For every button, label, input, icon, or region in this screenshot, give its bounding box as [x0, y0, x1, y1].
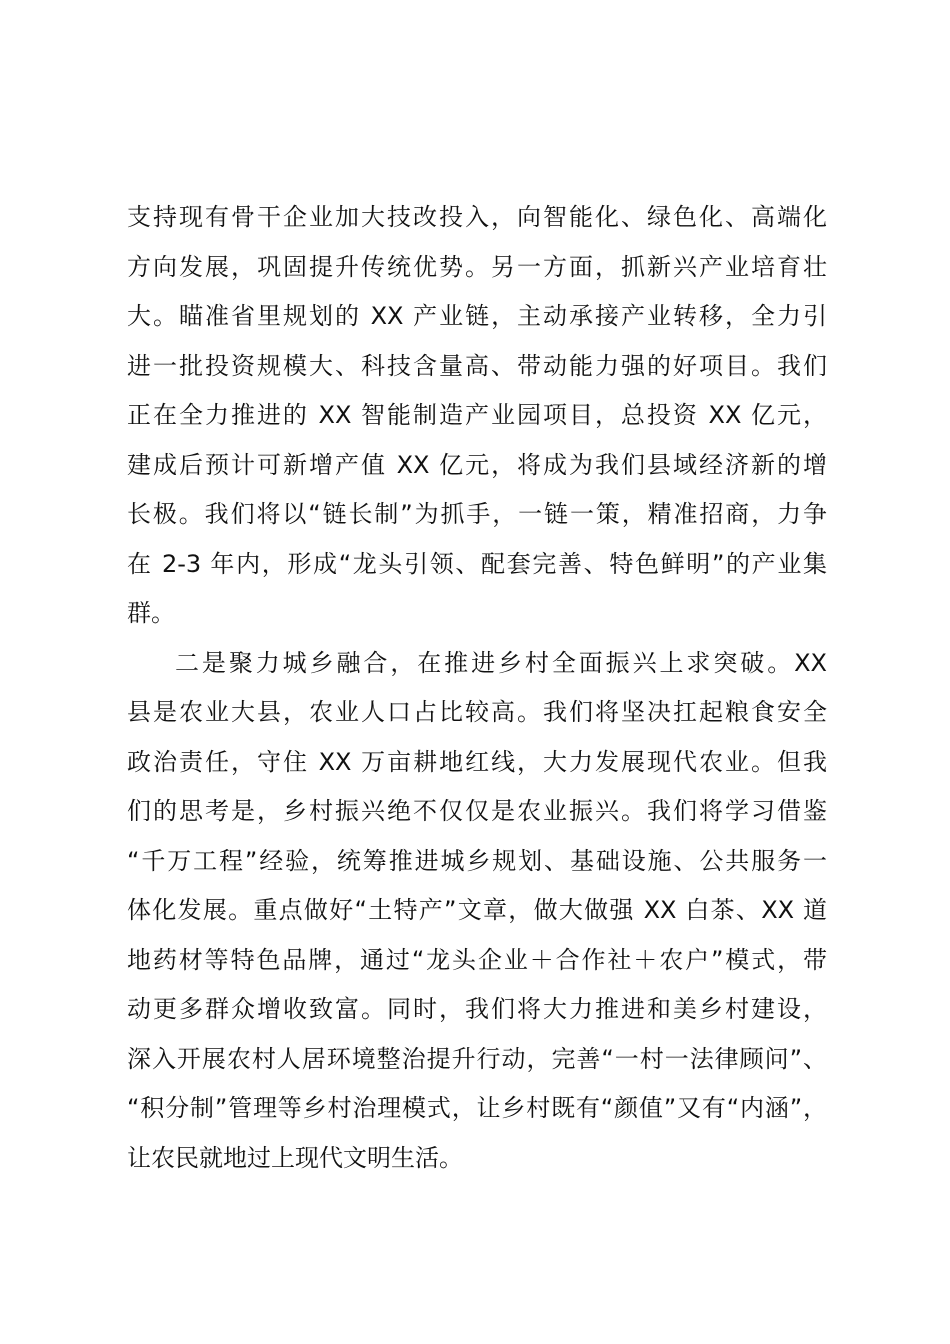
paragraph-line: 长极。我们将以“链长制”为抓手，一链一策，精准招商，力争 [127, 500, 827, 528]
paragraph-line: 让农民就地过上现代文明生活。 [127, 1143, 463, 1172]
paragraph-line: 大。瞄准省里规划的 XX 产业链，主动承接产业转移，全力引 [127, 302, 827, 330]
paragraph-line: 深入开展农村人居环境整治提升行动，完善“一村一法律顾问”、 [127, 1044, 827, 1073]
paragraph-line: 县是农业大县，农业人口占比较高。我们将坚决扛起粮食安全 [127, 698, 827, 726]
paragraph-line: 群。 [127, 599, 175, 627]
paragraph-line: 正在全力推进的 XX 智能制造产业园项目，总投资 XX 亿元， [127, 401, 827, 429]
paragraph-1 [127, 193, 827, 639]
paragraph-line: 进一批投资规模大、科技含量高、带动能力强的好项目。我们 [127, 351, 827, 380]
paragraph-2 [127, 639, 827, 1184]
paragraph-line: 体化发展。重点做好“土特产”文章，做大做强 XX 白茶、XX 道 [127, 896, 827, 924]
body-text [127, 193, 827, 1183]
paragraph-line: 政治责任，守住 XX 万亩耕地红线，大力发展现代农业。但我 [127, 747, 827, 776]
paragraph-line: 支持现有骨干企业加大技改投入，向智能化、绿色化、高端化 [127, 203, 827, 231]
paragraph-line: 建成后预计可新增产值 XX 亿元，将成为我们县域经济新的增 [127, 450, 827, 479]
paragraph-line: “积分制”管理等乡村治理模式，让乡村既有“颜值”又有“内涵”， [127, 1094, 827, 1122]
paragraph-line: 在 2-3 年内，形成“龙头引领、配套完善、特色鲜明”的产业集 [127, 549, 827, 578]
paragraph-line: “千万工程”经验，统筹推进城乡规划、基础设施、公共服务一 [127, 846, 827, 875]
paragraph-line: 地药材等特色品牌，通过“龙头企业＋合作社＋农户”模式，带 [127, 945, 827, 974]
paragraph-line: 方向发展，巩固提升传统优势。另一方面，抓新兴产业培育壮 [127, 252, 827, 281]
paragraph-line: 二是聚力城乡融合，在推进乡村全面振兴上求突破。XX [175, 648, 827, 677]
paragraph-line: 们的思考是，乡村振兴绝不仅仅是农业振兴。我们将学习借鉴 [127, 797, 827, 825]
paragraph-line: 动更多群众增收致富。同时，我们将大力推进和美乡村建设， [127, 995, 827, 1023]
